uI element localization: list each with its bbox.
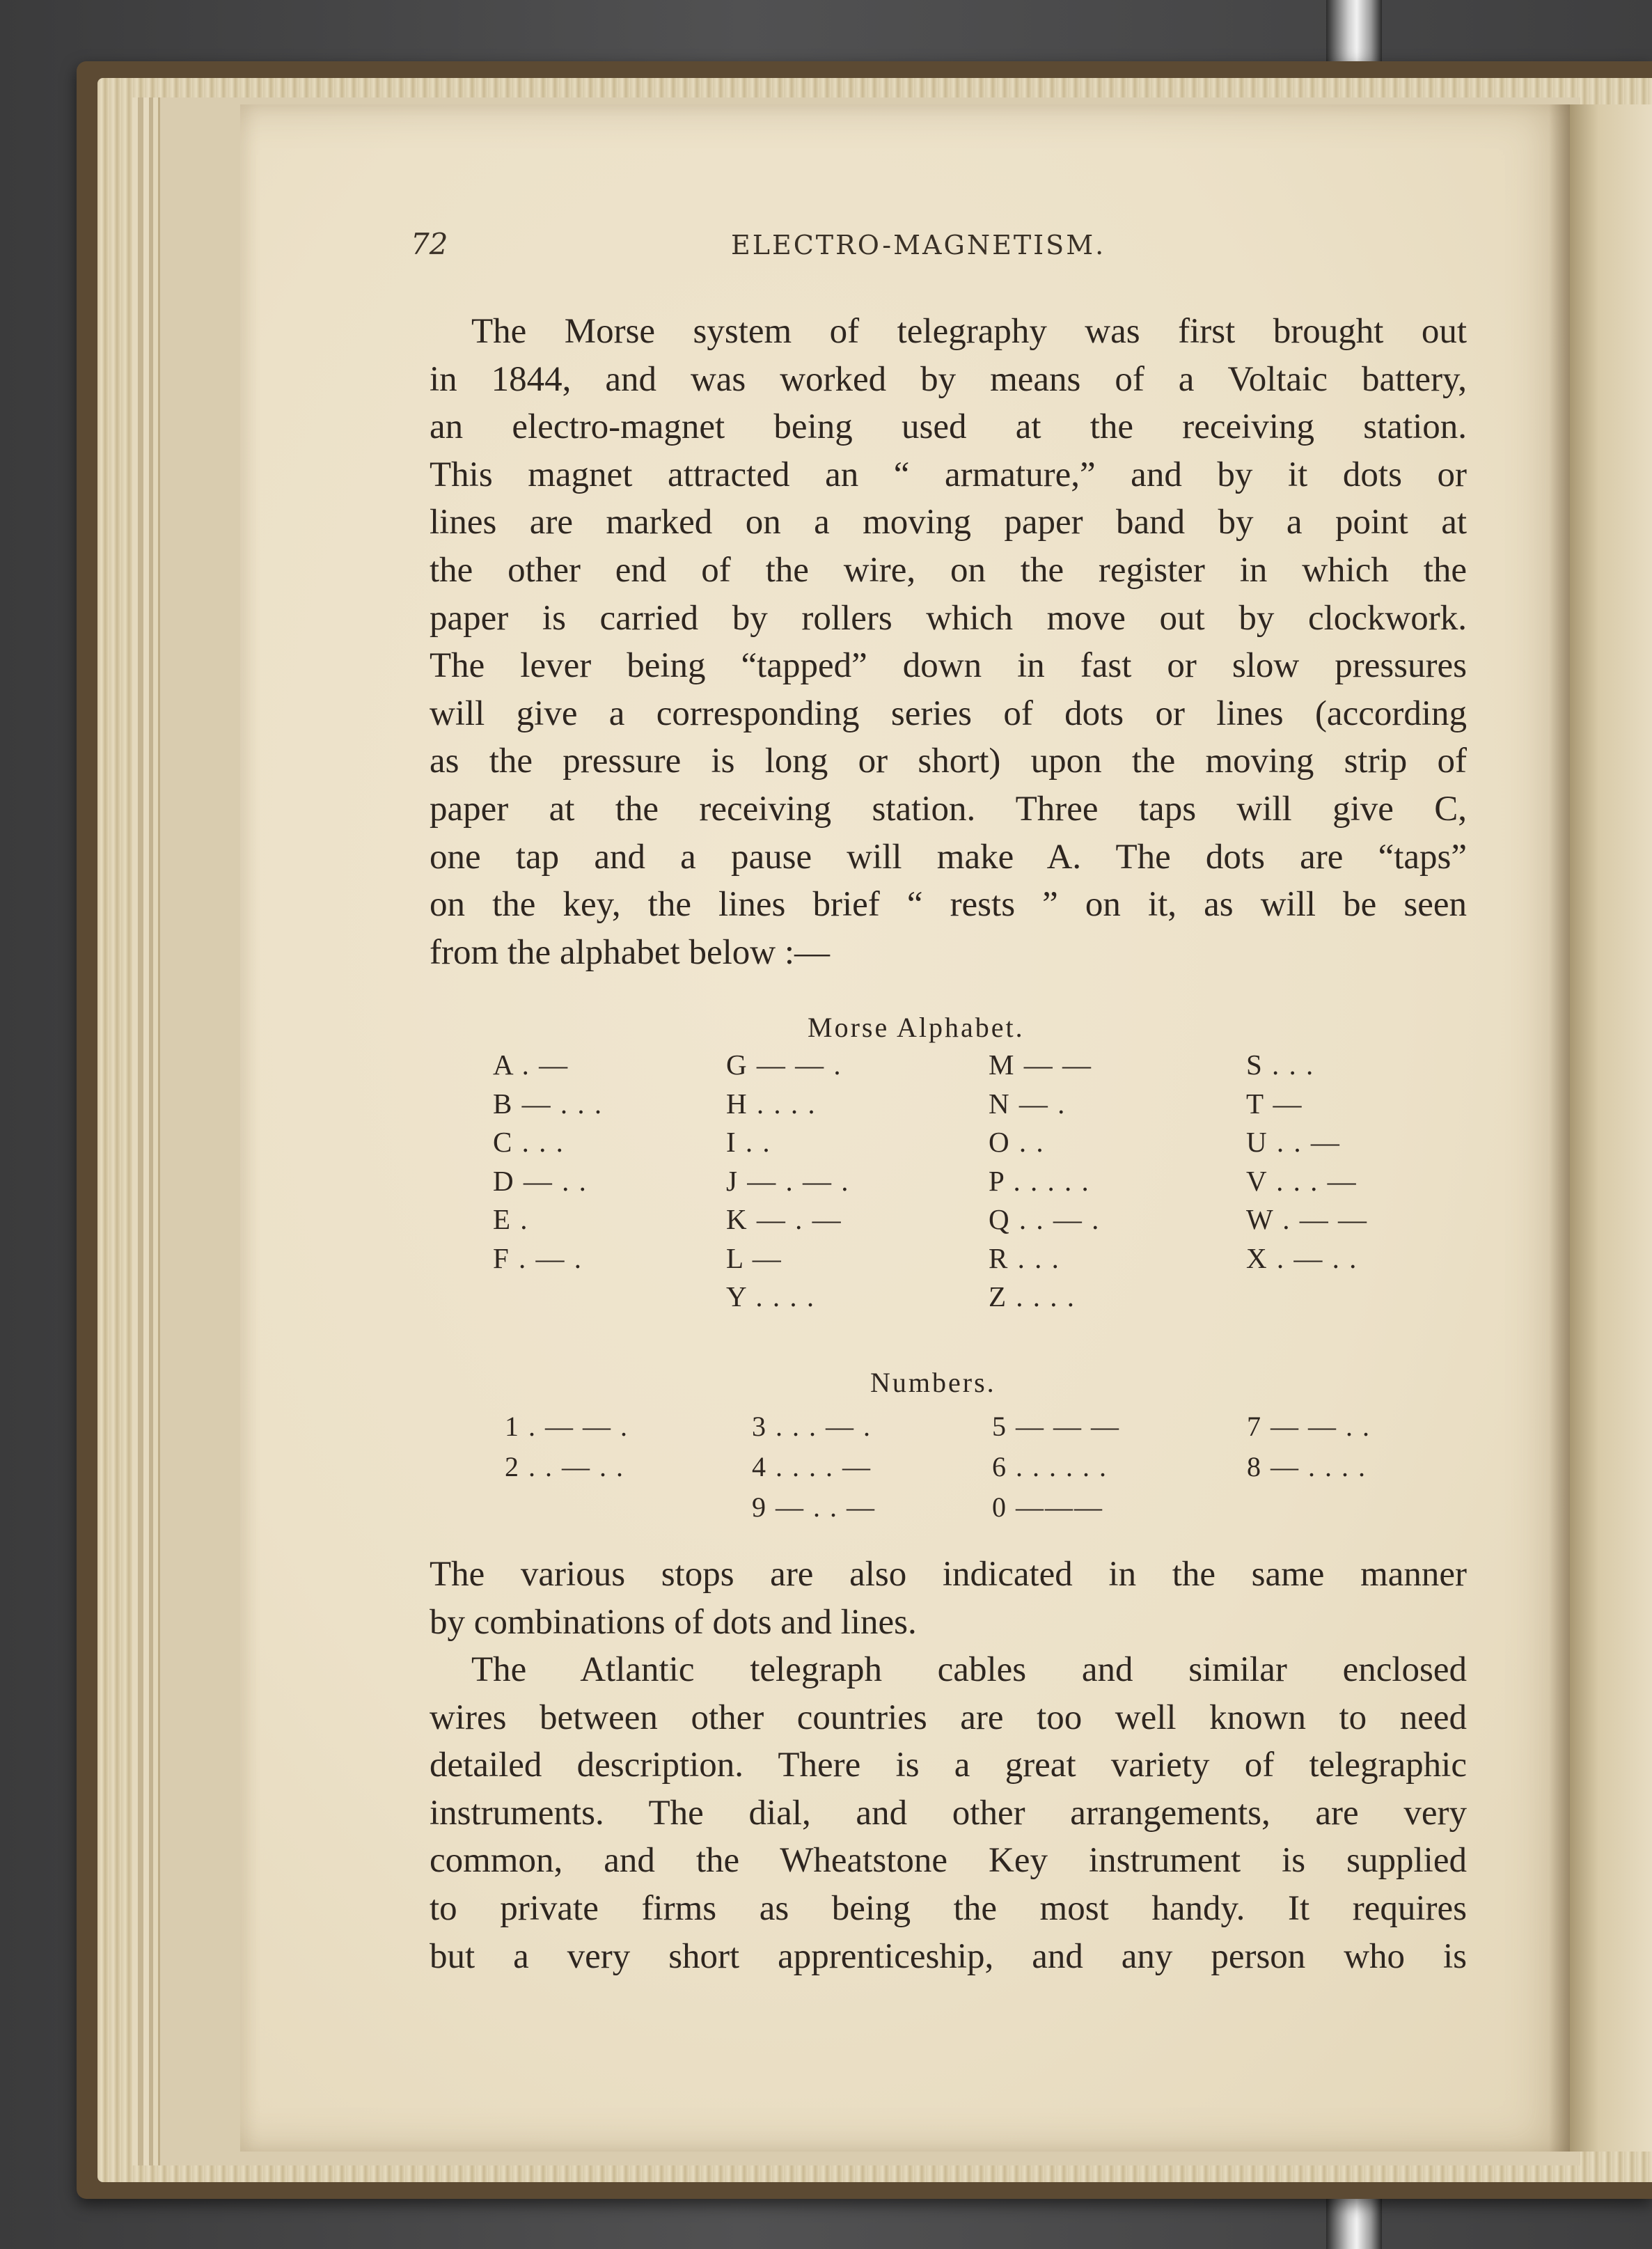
facing-page-edge <box>1570 104 1652 2152</box>
number-entry: 7 — — . . <box>1247 1411 1371 1442</box>
numbers-column <box>505 1406 741 1487</box>
text-line: lines are marked on a moving paper band by a point at <box>430 503 1467 542</box>
number-entry: 8 — . . . . <box>1247 1451 1367 1482</box>
morse-entry: M — — <box>989 1049 1092 1081</box>
morse-entry: S . . . <box>1246 1049 1315 1081</box>
number-entry: 9 — . . — <box>752 1491 876 1523</box>
number-entry: 6 . . . . . . <box>992 1451 1108 1482</box>
page-number: 72 <box>411 227 448 261</box>
number-entry: 4 . . . . — <box>752 1451 872 1482</box>
morse-column <box>493 1046 723 1278</box>
text-line: wires between other countries are too well known to need <box>430 1698 1467 1737</box>
morse-alphabet-heading: Morse Alphabet. <box>808 1012 1025 1043</box>
running-head <box>411 227 1455 283</box>
morse-entry: H . . . . <box>726 1087 817 1120</box>
text-line: The Atlantic telegraph cables and similar enclosed <box>471 1650 1467 1689</box>
text-line: This magnet attracted an “ armature,” and by it dots or <box>430 455 1467 494</box>
numbers-column <box>992 1406 1229 1528</box>
morse-column <box>1246 1046 1476 1278</box>
text-line: the other end of the wire, on the register in which the <box>430 550 1467 590</box>
morse-entry: O . . <box>989 1126 1045 1158</box>
morse-entry: Q . . — . <box>989 1203 1101 1235</box>
text-line: but a very short apprenticeship, and any person who is <box>430 1936 1467 1976</box>
morse-entry: D — . . <box>493 1164 588 1197</box>
numbers-column <box>752 1406 989 1528</box>
morse-entry: I . . <box>726 1126 771 1158</box>
morse-entry: T — <box>1246 1087 1303 1120</box>
numbers-column <box>1247 1406 1484 1487</box>
morse-entry: W . — — <box>1246 1203 1368 1235</box>
text-line: The lever being “tapped” down in fast or slow pressures <box>430 646 1467 686</box>
text-line: will give a corresponding series of dots or lines (according <box>430 693 1467 733</box>
morse-entry: F . — . <box>493 1241 583 1274</box>
morse-entry: J — . — . <box>726 1164 850 1197</box>
morse-entry: E . <box>493 1203 529 1235</box>
morse-entry: R . . . <box>989 1241 1060 1274</box>
number-entry: 2 . . — . . <box>505 1451 624 1482</box>
paragraph-atlantic-cables <box>430 1646 1467 1980</box>
text-line: by combinations of dots and lines. <box>430 1602 917 1642</box>
text-line: in 1844, and was worked by means of a Voltaic battery, <box>430 359 1467 399</box>
morse-entry: V . . . — <box>1246 1164 1358 1197</box>
morse-entry: P . . . . . <box>989 1164 1090 1197</box>
text-line: an electro-magnet being used at the receiving station. <box>430 407 1467 447</box>
morse-entry: L — <box>726 1241 782 1274</box>
paragraph-stops <box>430 1551 1467 1646</box>
number-entry: 0 ——— <box>992 1491 1103 1523</box>
text-line: one tap and a pause will make A. The dots are “taps” <box>430 837 1467 877</box>
text-line: from the alphabet below :— <box>430 932 830 972</box>
text-line: The various stops are also indicated in the same manner <box>430 1555 1467 1594</box>
text-line: instruments. The dial, and other arrangements, are very <box>430 1793 1467 1833</box>
text-line: paper at the receiving station. Three taps will give C, <box>430 789 1467 829</box>
number-entry: 1 . — — . <box>505 1411 629 1442</box>
morse-entry: C . . . <box>493 1126 565 1158</box>
text-line: as the pressure is long or short) upon the moving strip of <box>430 742 1467 781</box>
text-line: to private firms as being the most handy. It requires <box>430 1888 1467 1928</box>
text-line: The Morse system of telegraphy was first brought out <box>471 312 1467 351</box>
morse-entry: B — . . . <box>493 1087 604 1120</box>
morse-entry: N — . <box>989 1087 1067 1120</box>
text-line: common, and the Wheatstone Key instrument is supplied <box>430 1841 1467 1881</box>
paragraph-morse-system <box>430 308 1467 976</box>
running-title: ELECTRO-MAGNETISM. <box>731 230 1106 260</box>
morse-entry: U . . — <box>1246 1126 1341 1158</box>
morse-column <box>726 1046 956 1317</box>
morse-entry: X . — . . <box>1246 1241 1358 1274</box>
morse-entry: G — — . <box>726 1049 842 1081</box>
morse-entry: K — . — <box>726 1203 842 1235</box>
text-line: on the key, the lines brief “ rests ” on it, as will be seen <box>430 885 1467 925</box>
number-entry: 3 . . . — . <box>752 1411 872 1442</box>
morse-entry: Z . . . . <box>989 1280 1076 1312</box>
morse-column <box>989 1046 1218 1317</box>
text-line: detailed description. There is a great variety of telegraphic <box>430 1746 1467 1785</box>
numbers-heading: Numbers. <box>870 1367 996 1398</box>
morse-entry: Y . . . . <box>726 1280 816 1312</box>
number-entry: 5 — — — <box>992 1411 1120 1442</box>
morse-entry: A . — <box>493 1049 569 1081</box>
text-line: paper is carried by rollers which move out by clockwork. <box>430 598 1467 638</box>
